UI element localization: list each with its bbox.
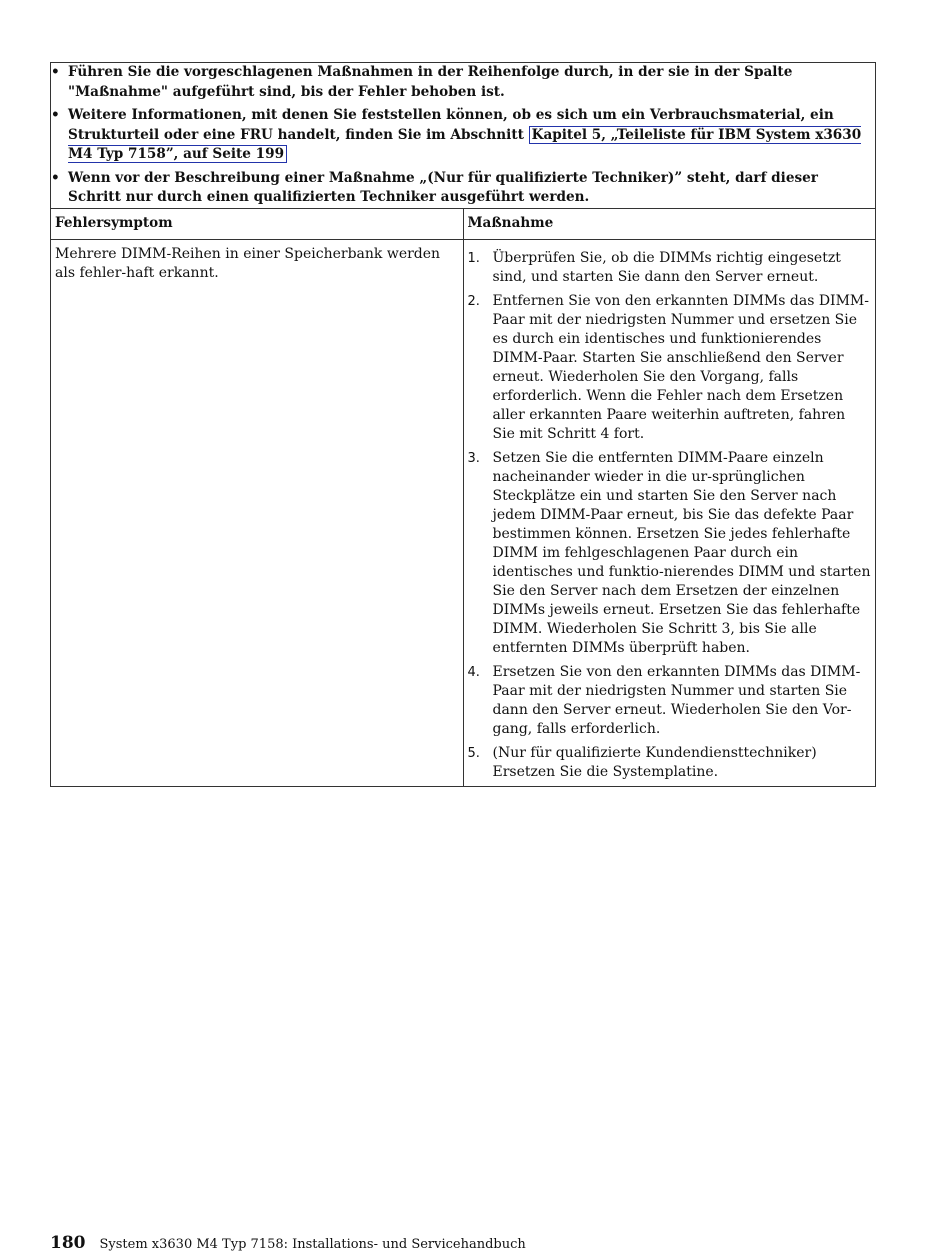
notes-cell: [51, 63, 876, 209]
step-text: Ersetzen Sie von den erkannten DIMMs das DIMM-Paar mit der niedrigsten Nummer und starten Sie dann den Server erneut. Wiederholen Sie den Vor-gang, falls erforderlich.: [492, 663, 861, 737]
bullet-icon: •: [51, 169, 60, 186]
action-steps: [464, 240, 876, 786]
bullet-icon: •: [51, 107, 60, 123]
notes-row: [51, 63, 876, 209]
step-item: [468, 663, 872, 739]
step-number: 2.: [467, 293, 480, 309]
step-item: [468, 449, 872, 658]
step-number: 4.: [467, 664, 480, 680]
step-item: [468, 249, 872, 287]
column-header-symptom: Fehlersymptom: [51, 208, 464, 239]
step-item: [468, 744, 872, 782]
note-text: Wenn vor der Beschreibung einer Maßnahme „(Nur für qualifizierte Techniker)” steht, darf dieser Schritt nur durch einen qualifizierten Techniker ausgeführt werden.: [68, 169, 818, 205]
step-text: (Nur für qualifizierte Kundendiensttechniker) Ersetzen Sie die Systemplatine.: [492, 744, 817, 780]
step-text: Entfernen Sie von den erkannten DIMMs das DIMM-Paar mit der niedrigsten Nummer und ersetzen Sie es durch ein identisches und funktionierendes DIMM-Paar. Starten Sie anschließend den Server erneut. Wiederholen Sie den Vorgang, falls erforderlich. Wenn die Fehler nach dem Ersetzen aller erkannten Paare weiterhin auftreten, fahren Sie mit Schritt 4 fort.: [492, 292, 869, 442]
column-header-action: Maßnahme: [463, 208, 876, 239]
note-text: Weitere Informationen, mit denen Sie feststellen können, ob es sich um ein Verbrauchsmaterial, ein Strukturteil oder eine FRU handelt, finden Sie im Abschnitt: [68, 107, 834, 143]
step-text: Setzen Sie die entfernten DIMM-Paare einzeln nacheinander wieder in die ur-sprünglichen Steckplätze ein und starten Sie den Server nach jedem DIMM-Paar erneut, bis Sie das defekte Paar bestimmen können. Ersetzen Sie jedes fehlerhafte DIMM im fehlgeschlagenen Paar durch ein identisches und funktio-nierendes DIMM und starten Sie den Server nach dem Ersetzen der einzelnen DIMMs jeweils erneut. Ersetzen Sie das fehlerhafte DIMM. Wiederholen Sie Schritt 3, bis Sie alle entfernten DIMMs überprüft haben.: [492, 449, 871, 656]
step-text: Überprüfen Sie, ob die DIMMs richtig eingesetzt sind, und starten Sie dann den Server erneut.: [492, 249, 841, 285]
action-cell: [463, 239, 876, 786]
note-item: [51, 169, 875, 208]
bullet-icon: •: [51, 64, 60, 80]
step-number: 1.: [467, 250, 480, 266]
note-text: Führen Sie die vorgeschlagenen Maßnahmen in der Reihenfolge durch, in der sie in der Spalte "Maßnahme" aufgeführt sind, bis der Fehler behoben ist.: [68, 64, 793, 100]
step-number: 3.: [467, 450, 480, 466]
step-item: [468, 292, 872, 444]
cross-reference-link[interactable]: Kapitel 5, „Teileliste für IBM System x3630 M4 Typ 7158”, auf Seite 199: [68, 126, 862, 162]
troubleshooting-table: [50, 62, 876, 787]
symptom-cell: Mehrere DIMM-Reihen in einer Speicherbank werden als fehler-haft erkannt.: [51, 239, 464, 786]
header-row: [51, 208, 876, 239]
step-number: 5.: [467, 745, 480, 761]
footer-title: System x3630 M4 Typ 7158: Installations- und Servicehandbuch: [99, 1237, 526, 1252]
note-item: [51, 63, 875, 102]
note-item: [51, 106, 875, 165]
table-row: [51, 239, 876, 786]
page-footer: [50, 1233, 526, 1255]
page-number: 180: [50, 1233, 86, 1253]
